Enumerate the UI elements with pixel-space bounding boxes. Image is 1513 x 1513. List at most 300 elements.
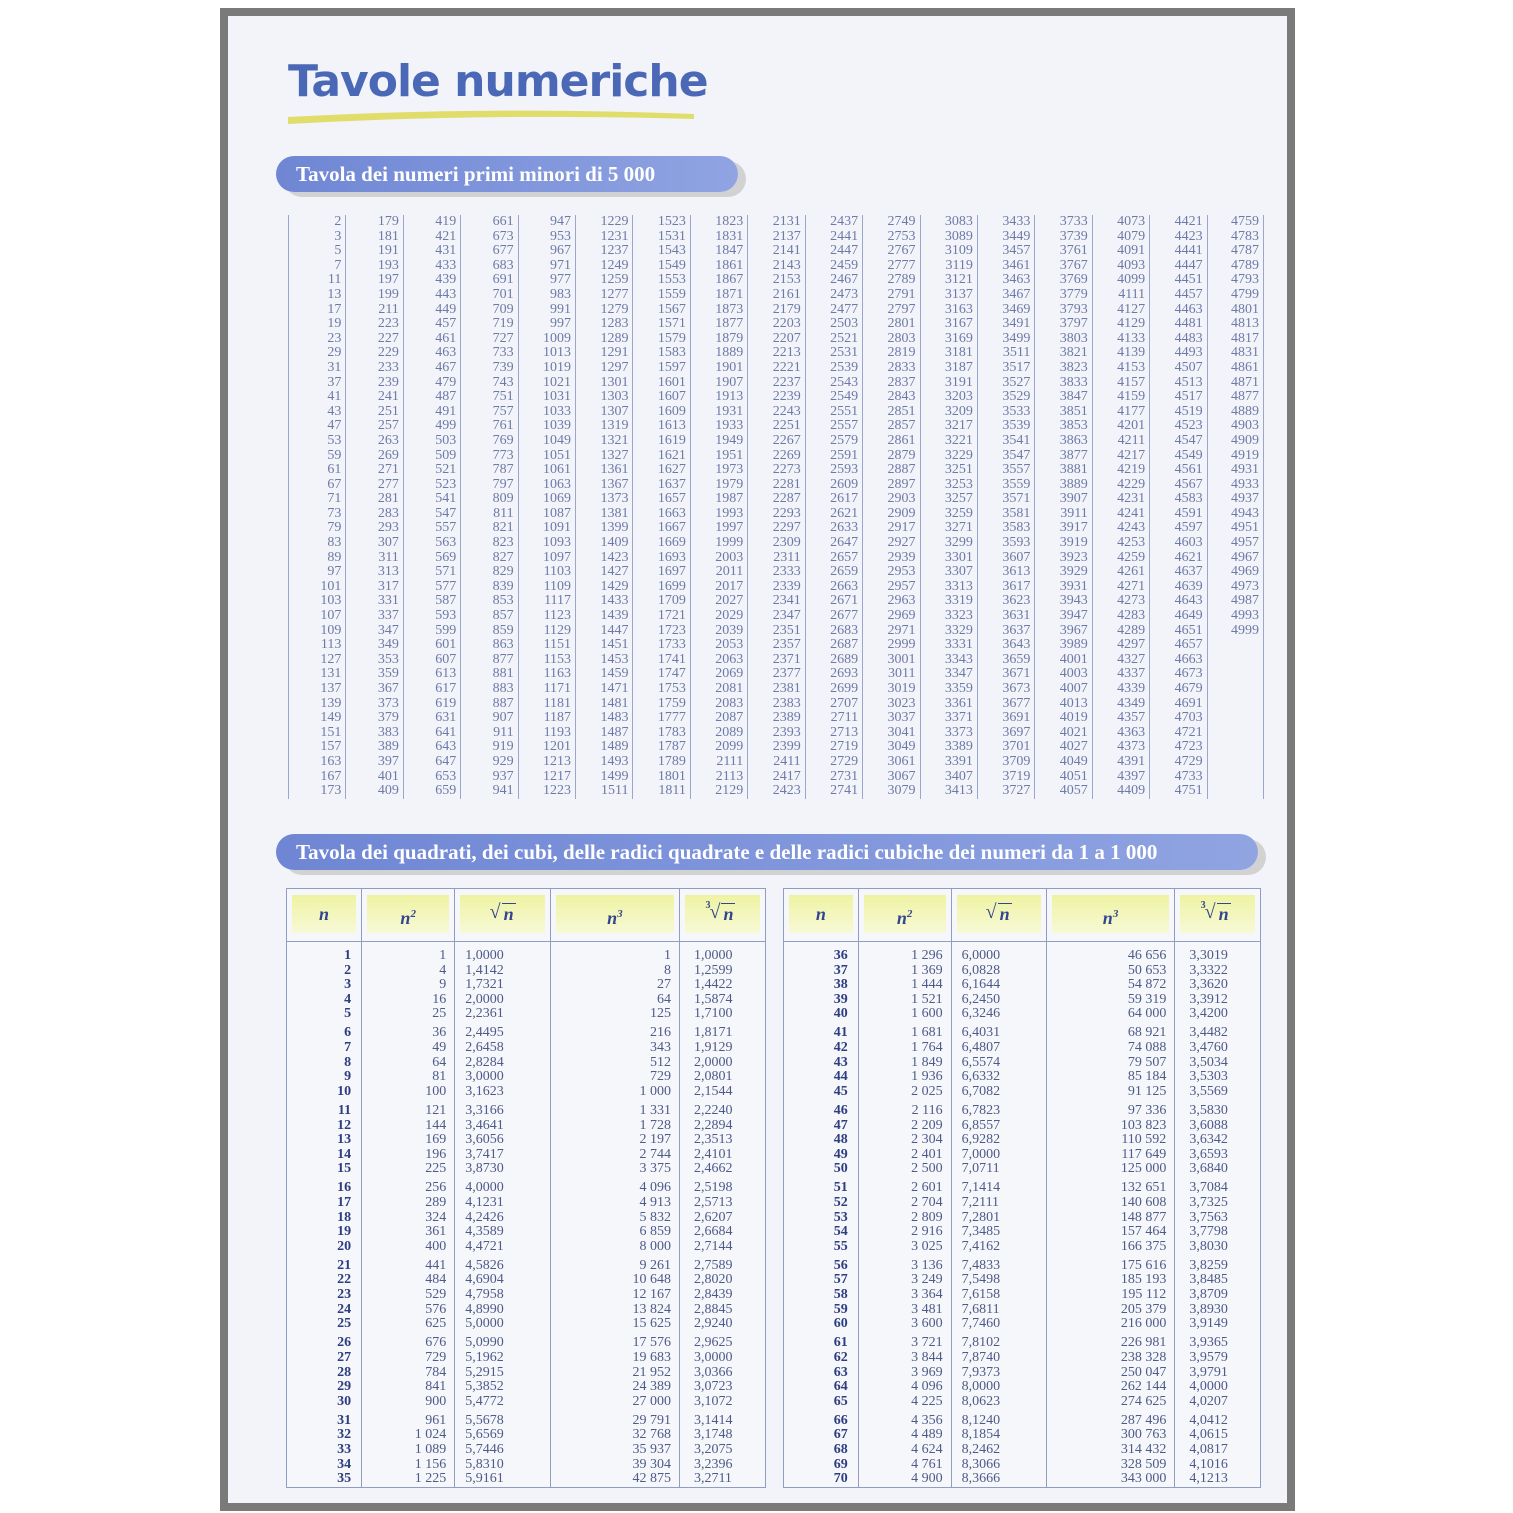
prime-number: 4391 xyxy=(1117,753,1146,769)
prime-number: 727 xyxy=(492,330,514,346)
table-cell: 64 xyxy=(432,1054,447,1070)
table-cell: 45 xyxy=(833,1083,848,1099)
table-cell: 3 364 xyxy=(911,1287,943,1303)
prime-number: 3851 xyxy=(1059,403,1088,419)
prime-number: 4283 xyxy=(1117,608,1146,624)
prime-number: 4007 xyxy=(1059,681,1088,696)
table-cell: 8,0623 xyxy=(961,1393,1001,1409)
table-cell: 4 096 xyxy=(911,1379,943,1395)
prime-number: 1061 xyxy=(543,462,572,478)
table-cell: 24 xyxy=(337,1301,352,1317)
table-cell: 3,4760 xyxy=(1189,1040,1228,1056)
table-cell: 64 000 xyxy=(1127,1006,1167,1022)
column-header xyxy=(292,895,356,933)
prime-number: 2293 xyxy=(772,505,801,521)
prime-column xyxy=(345,215,402,799)
prime-number: 4357 xyxy=(1117,710,1146,726)
table-cell: 676 xyxy=(425,1335,447,1351)
table-cell: 175 616 xyxy=(1120,1257,1167,1273)
prime-number: 4651 xyxy=(1174,622,1203,638)
table-cell: 11 xyxy=(337,1102,352,1118)
prime-number: 1489 xyxy=(600,739,629,755)
prime-number: 103 xyxy=(320,593,342,609)
prime-number: 3121 xyxy=(944,272,973,288)
table-cell: 1,4422 xyxy=(693,977,733,993)
prime-column xyxy=(805,215,862,799)
prime-number: 4111 xyxy=(1118,286,1146,302)
table-cell: 52 xyxy=(833,1195,848,1210)
prime-number: 23 xyxy=(327,330,342,346)
prime-number: 881 xyxy=(492,666,514,682)
prime-number: 2767 xyxy=(887,243,916,259)
table-cell: 1 089 xyxy=(414,1442,447,1457)
prime-number: 571 xyxy=(435,564,457,580)
prime-number: 3769 xyxy=(1059,272,1088,288)
prime-number: 449 xyxy=(435,301,457,317)
prime-number: 139 xyxy=(320,695,342,711)
prime-column xyxy=(920,215,977,799)
prime-number: 1553 xyxy=(657,272,686,288)
prime-number: 4019 xyxy=(1059,710,1088,726)
table-cell: 250 047 xyxy=(1120,1364,1167,1380)
prime-number: 3083 xyxy=(944,214,973,229)
prime-number: 443 xyxy=(435,286,457,302)
prime-number: 4967 xyxy=(1230,549,1259,565)
table-cell: 6,0828 xyxy=(961,962,1001,978)
prime-number: 2861 xyxy=(887,432,916,448)
table-cell: 16 xyxy=(337,1180,352,1196)
prime-number: 1229 xyxy=(600,214,629,229)
table-cell: 35 xyxy=(337,1471,352,1487)
table-cell: 3,7417 xyxy=(465,1146,504,1162)
table-cell: 46 656 xyxy=(1127,948,1167,963)
table-cell: 117 649 xyxy=(1121,1146,1167,1162)
prime-number: 1543 xyxy=(657,243,686,259)
prime-number: 1979 xyxy=(715,476,744,492)
table-cell: 1,9129 xyxy=(693,1040,733,1056)
prime-number: 4091 xyxy=(1117,243,1146,259)
prime-number: 1291 xyxy=(600,345,629,361)
prime-number: 4937 xyxy=(1230,491,1259,507)
table-cell: 1,7100 xyxy=(693,1006,733,1022)
prime-number: 421 xyxy=(435,228,457,244)
prime-number: 4057 xyxy=(1059,783,1088,799)
prime-number: 4001 xyxy=(1059,651,1088,667)
table-cell: 4,1213 xyxy=(1189,1471,1228,1487)
prime-number: 2053 xyxy=(715,637,744,653)
prime-number: 2131 xyxy=(772,214,801,229)
prime-number: 971 xyxy=(550,257,572,273)
prime-number: 673 xyxy=(492,228,514,244)
prime-number: 41 xyxy=(327,389,342,405)
column-values xyxy=(287,949,361,1487)
header-square-base: n xyxy=(896,908,907,928)
table-cell: 7,2801 xyxy=(961,1209,1001,1225)
prime-number: 1381 xyxy=(600,505,629,521)
prime-number: 4483 xyxy=(1174,330,1203,346)
prime-number: 2903 xyxy=(887,491,916,507)
prime-number: 4723 xyxy=(1174,739,1203,755)
prime-number: 2593 xyxy=(830,462,859,478)
prime-number: 1129 xyxy=(543,622,572,638)
table-cell: 1,0000 xyxy=(465,948,504,963)
prime-number: 2819 xyxy=(887,345,916,361)
table-cell: 9 261 xyxy=(639,1257,671,1273)
table-cell: 4,4721 xyxy=(465,1238,504,1254)
table-cell: 2,4495 xyxy=(465,1025,504,1041)
prime-number: 701 xyxy=(492,286,514,302)
table-cell: 195 112 xyxy=(1121,1287,1167,1303)
prime-number: 1409 xyxy=(600,535,629,551)
prime-number: 613 xyxy=(435,666,457,682)
prime-number: 3037 xyxy=(887,710,916,726)
table-cell: 5 832 xyxy=(639,1209,671,1225)
table-cell: 7 xyxy=(344,1040,352,1056)
prime-number: 3581 xyxy=(1002,505,1031,521)
table-cell: 2 197 xyxy=(639,1132,671,1148)
table-cell: 6,7082 xyxy=(961,1083,1001,1099)
table-cell: 900 xyxy=(425,1393,447,1409)
prime-number: 4201 xyxy=(1117,418,1146,434)
prime-number: 2437 xyxy=(830,214,859,229)
prime-number: 167 xyxy=(320,768,342,784)
prime-number: 3331 xyxy=(944,637,973,653)
book-cover-frame xyxy=(220,8,1295,1511)
prime-number: 823 xyxy=(492,535,514,551)
prime-number: 1741 xyxy=(657,651,686,667)
prime-number: 1231 xyxy=(600,228,629,244)
prime-number: 271 xyxy=(377,462,399,478)
square-column xyxy=(858,889,951,1487)
prime-number: 3 xyxy=(334,228,342,244)
prime-number: 1753 xyxy=(657,681,686,696)
prime-number: 1831 xyxy=(715,228,744,244)
table-cell: 5,3852 xyxy=(465,1379,504,1395)
table-cell: 3,4200 xyxy=(1189,1006,1228,1022)
prime-number: 1993 xyxy=(715,505,744,521)
prime-number: 71 xyxy=(327,491,342,507)
prime-number: 31 xyxy=(327,359,342,375)
prime-number: 911 xyxy=(493,724,514,740)
table-cell: 4 356 xyxy=(911,1412,943,1428)
table-cell: 3,0366 xyxy=(693,1364,733,1380)
radicand: n xyxy=(999,904,1010,924)
prime-number: 2671 xyxy=(830,593,859,609)
table-cell: 157 464 xyxy=(1120,1224,1167,1240)
prime-number: 4271 xyxy=(1117,578,1146,594)
prime-number: 3517 xyxy=(1002,359,1031,375)
prime-number: 509 xyxy=(435,447,457,463)
table-cell: 4 096 xyxy=(639,1180,671,1196)
table-cell: 3,6088 xyxy=(1189,1117,1228,1133)
table-cell: 4,1231 xyxy=(465,1195,504,1210)
table-cell: 3 969 xyxy=(911,1364,943,1380)
table-cell: 7,8102 xyxy=(961,1335,1001,1351)
prime-number: 4051 xyxy=(1059,768,1088,784)
prime-number: 853 xyxy=(492,593,514,609)
prime-number: 643 xyxy=(435,739,457,755)
prime-number: 43 xyxy=(327,403,342,419)
table-cell: 2,7144 xyxy=(693,1238,733,1254)
prime-number: 2663 xyxy=(830,578,859,594)
prime-number: 233 xyxy=(377,359,399,375)
prime-number: 4787 xyxy=(1230,243,1259,259)
table-cell: 8 000 xyxy=(639,1238,671,1254)
prime-number: 257 xyxy=(377,418,399,434)
prime-number: 3847 xyxy=(1059,389,1088,405)
prime-number: 1889 xyxy=(715,345,744,361)
table-cell: 69 xyxy=(833,1456,848,1472)
table-cell: 328 509 xyxy=(1120,1456,1167,1472)
table-cell: 3,8259 xyxy=(1189,1257,1228,1273)
prime-number: 2803 xyxy=(887,330,916,346)
prime-number: 4079 xyxy=(1117,228,1146,244)
table-cell: 274 625 xyxy=(1120,1393,1167,1409)
prime-number: 773 xyxy=(492,447,514,463)
prime-number: 3533 xyxy=(1002,403,1031,419)
prime-number: 439 xyxy=(435,272,457,288)
prime-number: 1559 xyxy=(657,286,686,302)
table-cell: 22 xyxy=(337,1272,352,1288)
table-cell: 4,0615 xyxy=(1189,1427,1228,1443)
prime-number: 3541 xyxy=(1002,432,1031,448)
table-cell: 225 xyxy=(425,1161,447,1177)
prime-number: 607 xyxy=(435,651,457,667)
prime-number: 4957 xyxy=(1230,535,1259,551)
prime-number: 211 xyxy=(378,301,399,317)
prime-number: 197 xyxy=(377,272,399,288)
table-cell: 110 592 xyxy=(1121,1132,1167,1148)
prime-number: 4517 xyxy=(1174,389,1203,405)
table-cell: 1 521 xyxy=(911,991,943,1007)
prime-number: 587 xyxy=(435,593,457,609)
prime-number: 499 xyxy=(435,418,457,434)
prime-number: 7 xyxy=(334,257,342,273)
prime-number: 2749 xyxy=(887,214,916,229)
table-cell: 42 875 xyxy=(632,1471,671,1487)
prime-number: 3613 xyxy=(1002,564,1031,580)
table-cell: 24 389 xyxy=(632,1379,671,1395)
prime-number: 2617 xyxy=(830,491,859,507)
prime-number: 811 xyxy=(493,505,514,521)
table-cell: 15 xyxy=(337,1161,352,1177)
prime-number: 2039 xyxy=(715,622,744,638)
prime-number: 1801 xyxy=(657,768,686,784)
prime-number: 2477 xyxy=(830,301,859,317)
prime-number: 2579 xyxy=(830,432,859,448)
prime-number: 691 xyxy=(492,272,514,288)
prime-number: 1789 xyxy=(657,753,686,769)
prime-number: 2441 xyxy=(830,228,859,244)
prime-number: 2 xyxy=(334,214,342,229)
prime-number: 29 xyxy=(327,345,342,361)
prime-number: 311 xyxy=(378,549,399,565)
prime-number: 1627 xyxy=(657,462,686,478)
table-cell: 2 116 xyxy=(911,1102,943,1118)
prime-number: 4793 xyxy=(1230,272,1259,288)
table-cell: 3 025 xyxy=(911,1238,943,1254)
table-cell: 10 648 xyxy=(632,1272,671,1288)
prime-number: 1871 xyxy=(715,286,744,302)
table-cell: 4 xyxy=(344,991,352,1007)
cube-column xyxy=(550,889,679,1487)
table-cell: 6,5574 xyxy=(961,1054,1001,1070)
table-cell: 68 xyxy=(833,1442,848,1457)
table-cell: 1 600 xyxy=(911,1006,943,1022)
prime-number: 4523 xyxy=(1174,418,1203,434)
prime-number: 3023 xyxy=(887,695,916,711)
table-cell: 2 809 xyxy=(911,1209,943,1225)
table-cell: 3,7563 xyxy=(1189,1209,1228,1225)
table-cell: 62 xyxy=(833,1349,848,1365)
table-cell: 3,3620 xyxy=(1189,977,1228,993)
prime-number: 1237 xyxy=(600,243,629,259)
prime-number: 2731 xyxy=(830,768,859,784)
prime-number: 3391 xyxy=(944,753,973,769)
prime-number: 3529 xyxy=(1002,389,1031,405)
table-cell: 1,0000 xyxy=(693,948,733,963)
prime-number: 3671 xyxy=(1002,666,1031,682)
prime-number: 157 xyxy=(320,739,342,755)
prime-number: 1087 xyxy=(543,505,572,521)
prime-number: 463 xyxy=(435,345,457,361)
table-cell: 9 xyxy=(344,1069,352,1085)
table-cell: 4 624 xyxy=(911,1442,943,1457)
prime-number: 3163 xyxy=(944,301,973,317)
prime-number: 1747 xyxy=(657,666,686,682)
prime-number: 2837 xyxy=(887,374,916,390)
prime-number: 149 xyxy=(320,710,342,726)
prime-number: 3041 xyxy=(887,724,916,740)
prime-number: 3547 xyxy=(1002,447,1031,463)
prime-number: 4969 xyxy=(1230,564,1259,580)
table-cell: 14 xyxy=(337,1146,352,1162)
prime-number: 3373 xyxy=(944,724,973,740)
prime-number: 1811 xyxy=(658,783,686,799)
radicand: n xyxy=(1218,904,1229,924)
table-cell: 5,8310 xyxy=(465,1456,504,1472)
table-cell: 4,0412 xyxy=(1189,1412,1228,1428)
prime-number: 4813 xyxy=(1230,316,1259,332)
prime-number: 787 xyxy=(492,462,514,478)
prime-number: 631 xyxy=(435,710,457,726)
table-cell: 8 xyxy=(663,962,671,978)
primes-table xyxy=(288,215,1264,799)
table-cell: 74 088 xyxy=(1127,1040,1167,1056)
prime-number: 3491 xyxy=(1002,316,1031,332)
prime-number: 2417 xyxy=(772,768,801,784)
table-cell: 3,3166 xyxy=(465,1102,504,1118)
prime-number: 3923 xyxy=(1059,549,1088,565)
prime-number: 3257 xyxy=(944,491,973,507)
prime-number: 1567 xyxy=(657,301,686,317)
table-cell: 3,9365 xyxy=(1189,1335,1228,1351)
prime-number: 1699 xyxy=(657,578,686,594)
table-cell: 4,0000 xyxy=(465,1180,504,1196)
prime-number: 307 xyxy=(377,535,399,551)
table-cell: 1,2599 xyxy=(693,962,733,978)
prime-number: 3299 xyxy=(944,535,973,551)
table-cell: 3,1414 xyxy=(693,1412,733,1428)
prime-number: 37 xyxy=(327,374,342,390)
prime-number: 3527 xyxy=(1002,374,1031,390)
prime-number: 4447 xyxy=(1174,257,1203,273)
table-cell: 4,0207 xyxy=(1189,1393,1228,1409)
prime-number: 1933 xyxy=(715,418,744,434)
prime-number: 2089 xyxy=(715,724,744,740)
prime-number: 2029 xyxy=(715,608,744,624)
prime-number: 2713 xyxy=(830,724,859,740)
prime-number: 199 xyxy=(377,286,399,302)
prime-number: 2027 xyxy=(715,593,744,609)
table-cell: 216 xyxy=(649,1025,671,1041)
prime-number: 1619 xyxy=(657,432,686,448)
prime-number: 967 xyxy=(550,243,572,259)
prime-number: 3863 xyxy=(1059,432,1088,448)
prime-number: 3217 xyxy=(944,418,973,434)
table-cell: 91 125 xyxy=(1127,1083,1167,1099)
prime-number: 4817 xyxy=(1230,330,1259,346)
prime-number: 2521 xyxy=(830,330,859,346)
prime-number: 4073 xyxy=(1117,214,1146,229)
table-cell: 64 xyxy=(833,1379,848,1395)
table-cell: 1 936 xyxy=(911,1069,943,1085)
table-cell: 40 xyxy=(833,1006,848,1022)
prime-number: 347 xyxy=(377,622,399,638)
table-cell: 20 xyxy=(337,1238,352,1254)
column-header xyxy=(367,895,449,933)
prime-number: 19 xyxy=(327,316,342,332)
table-cell: 50 xyxy=(833,1161,848,1177)
prime-number: 1697 xyxy=(657,564,686,580)
prime-number: 569 xyxy=(435,549,457,565)
prime-number: 757 xyxy=(492,403,514,419)
table-cell: 5,2915 xyxy=(465,1364,504,1380)
table-cell: 7,6811 xyxy=(961,1301,1000,1317)
column-header xyxy=(556,895,674,933)
table-cell: 35 937 xyxy=(632,1442,671,1457)
column-values xyxy=(362,949,454,1487)
prime-column xyxy=(1034,215,1091,799)
table-cell: 3,1623 xyxy=(465,1083,504,1099)
table-cell: 5,5678 xyxy=(465,1412,504,1428)
prime-number: 1063 xyxy=(543,476,572,492)
prime-number: 809 xyxy=(492,491,514,507)
prime-number: 4327 xyxy=(1117,651,1146,667)
prime-number: 2953 xyxy=(887,564,916,580)
column-header xyxy=(864,895,946,933)
prime-number: 1951 xyxy=(715,447,744,463)
prime-number: 1973 xyxy=(715,462,744,478)
prime-number: 2357 xyxy=(772,637,801,653)
prime-number: 3253 xyxy=(944,476,973,492)
prime-number: 1093 xyxy=(543,535,572,551)
prime-number: 4021 xyxy=(1059,724,1088,740)
table-cell: 8,3066 xyxy=(961,1456,1001,1472)
prime-number: 4561 xyxy=(1174,462,1203,478)
table-cell: 8,3666 xyxy=(961,1471,1001,1487)
prime-number: 4337 xyxy=(1117,666,1146,682)
prime-number: 53 xyxy=(327,432,342,448)
table-cell: 3 249 xyxy=(911,1272,943,1288)
table-cell: 2 209 xyxy=(911,1117,943,1133)
table-cell: 8,1854 xyxy=(961,1427,1001,1443)
prime-number: 1327 xyxy=(600,447,629,463)
prime-number: 397 xyxy=(377,753,399,769)
prime-number: 1279 xyxy=(600,301,629,317)
prime-number: 2797 xyxy=(887,301,916,317)
prime-number: 1109 xyxy=(543,578,572,594)
